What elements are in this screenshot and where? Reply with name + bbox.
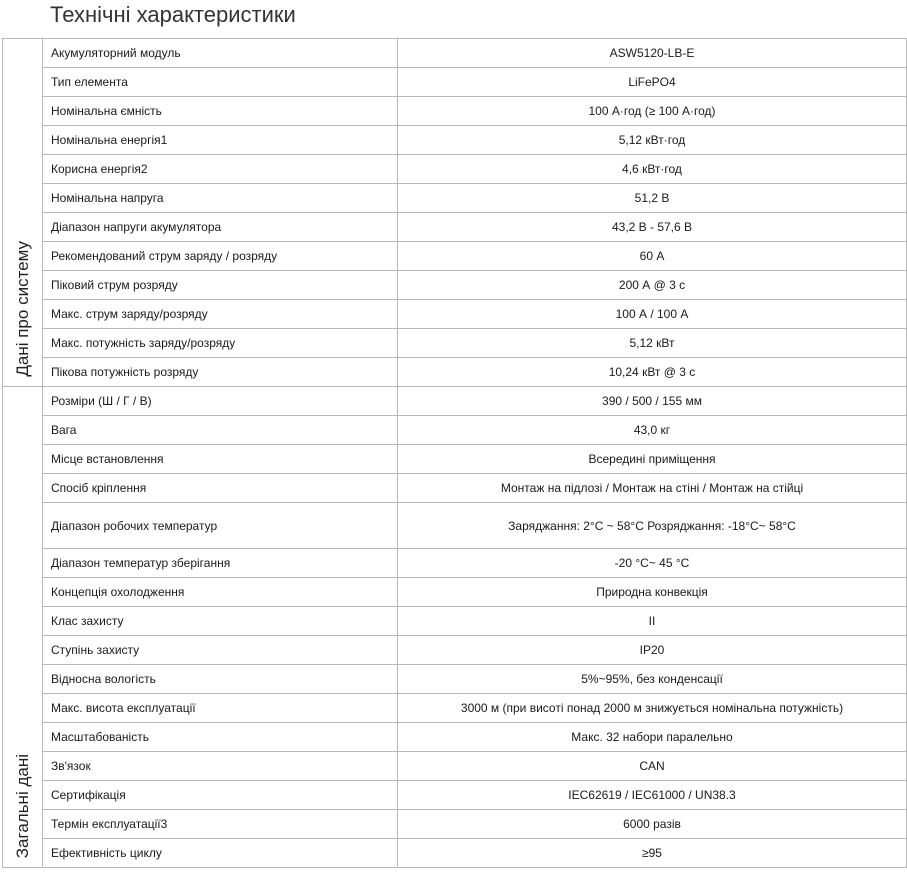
row-label: Рекомендований струм заряду / розряду [43,242,398,271]
row-label: Розміри (Ш / Г / В) [43,387,398,416]
row-value: II [398,607,907,636]
row-label: Концепція охолодження [43,578,398,607]
table-row [3,810,907,839]
table-row [3,607,907,636]
row-label: Корисна енергія2 [43,155,398,184]
row-label: Відносна вологість [43,665,398,694]
row-label: Масштабованість [43,723,398,752]
spec-table [2,38,907,868]
row-label: Сертифікація [43,781,398,810]
table-row [3,752,907,781]
row-value: 51,2 В [398,184,907,213]
table-row [3,578,907,607]
row-value: 3000 м (при висоті понад 2000 м знижується номінальна потужність) [398,694,907,723]
table-row [3,126,907,155]
row-value: 100 А / 100 А [398,300,907,329]
row-value: Макс. 32 набори паралельно [398,723,907,752]
table-row [3,549,907,578]
row-label: Зв'язок [43,752,398,781]
row-value: 100 А·год (≥ 100 А·год) [398,97,907,126]
row-label: Термін експлуатації3 [43,810,398,839]
table-row [3,68,907,97]
row-value: IP20 [398,636,907,665]
page-title: Технічні характеристики [50,2,296,27]
row-value: 43,2 В - 57,6 В [398,213,907,242]
row-value: LiFePO4 [398,68,907,97]
row-value: Всередині приміщення [398,445,907,474]
row-value: Природна конвекція [398,578,907,607]
row-label: Макс. висота експлуатації [43,694,398,723]
table-row [3,839,907,868]
row-label: Тип елемента [43,68,398,97]
row-label: Клас захисту [43,607,398,636]
table-row [3,329,907,358]
row-label: Місце встановлення [43,445,398,474]
row-value: Заряджання: 2°C ~ 58°C Розряджання: -18°C~ 58°C [398,503,907,549]
table-row [3,387,907,416]
row-value: 4,6 кВт·год [398,155,907,184]
row-label: Діапазон температур зберігання [43,549,398,578]
table-row [3,694,907,723]
row-label: Спосіб кріплення [43,474,398,503]
group-label: Загальні дані [12,753,32,858]
row-value: 43,0 кг [398,416,907,445]
row-label: Ефективність циклу [43,839,398,868]
table-row [3,503,907,549]
row-label: Діапазон напруги акумулятора [43,213,398,242]
table-row [3,39,907,68]
row-value: 390 / 500 / 155 мм [398,387,907,416]
table-row [3,358,907,387]
row-label: Номінальна напруга [43,184,398,213]
row-value: -20 °C~ 45 °C [398,549,907,578]
row-label: Акумуляторний модуль [43,39,398,68]
row-value: 5%~95%, без конденсації [398,665,907,694]
row-value: 10,24 кВт @ 3 с [398,358,907,387]
table-row [3,474,907,503]
table-row [3,213,907,242]
table-row [3,416,907,445]
row-label: Макс. потужність заряду/розряду [43,329,398,358]
row-value: ASW5120-LB-E [398,39,907,68]
table-row [3,300,907,329]
row-label: Макс. струм заряду/розряду [43,300,398,329]
table-row [3,636,907,665]
group-system-data [3,39,43,387]
row-value: ≥95 [398,839,907,868]
table-row [3,184,907,213]
row-value: 200 А @ 3 с [398,271,907,300]
row-value: IEC62619 / IEC61000 / UN38.3 [398,781,907,810]
row-label: Вага [43,416,398,445]
table-row [3,242,907,271]
row-value: Монтаж на підлозі / Монтаж на стіні / Монтаж на стійці [398,474,907,503]
table-row [3,781,907,810]
row-label: Ступінь захисту [43,636,398,665]
row-label: Піковий струм розряду [43,271,398,300]
row-label: Діапазон робочих температур [43,503,398,549]
table-row [3,665,907,694]
table-row [3,723,907,752]
table-row [3,155,907,184]
table-row [3,97,907,126]
row-value: 60 А [398,242,907,271]
row-label: Номінальна ємність [43,97,398,126]
row-value: 6000 разів [398,810,907,839]
row-label: Пікова потужність розряду [43,358,398,387]
row-value: 5,12 кВт [398,329,907,358]
row-value: CAN [398,752,907,781]
group-general-data [3,387,43,868]
table-row [3,445,907,474]
group-label: Дані про систему [12,241,32,377]
row-label: Номінальна енергія1 [43,126,398,155]
table-row [3,271,907,300]
row-value: 5,12 кВт·год [398,126,907,155]
